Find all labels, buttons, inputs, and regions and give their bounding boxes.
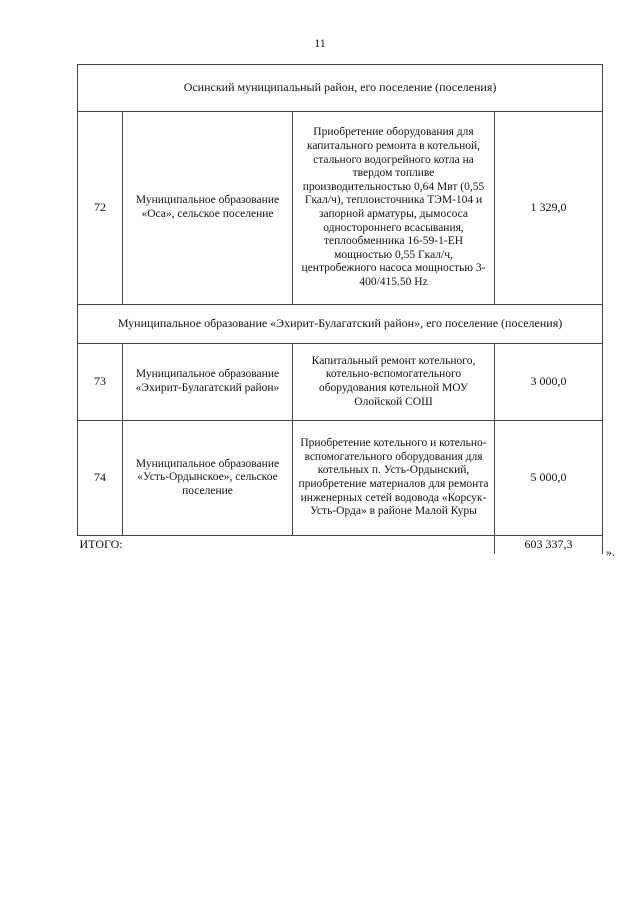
section-header-row [78,305,603,344]
total-row [78,536,603,555]
work-description: Капитальный ремонт котельного, котельно-вспомогательного оборудования котельной МОУ Олойской СОШ [293,344,495,421]
section-title: Осинский муниципальный район, его поселение (поселения) [78,65,603,112]
total-value: 603 337,3 [495,536,603,555]
work-description: Приобретение оборудования для капитального ремонта в котельной, стального водогрейного котла на твердом топливе производительностью 0,64 Мвт (0,55 Гкал/ч), теплоисточника ТЭМ-104 и запорной арматуры, дымососа одностороннего всасывания, теплообменника 16-59-1-ЕН мощностью 0,55 Гкал/ч, центробежного насоса мощностью 3-400/415.50 Hz [293,112,495,305]
amount-cell: 1 329,0 [495,112,603,305]
row-number: 73 [78,344,123,421]
amount-cell: 3 000,0 [495,344,603,421]
closing-quote-mark: ». [606,545,615,559]
appendix-table [77,64,603,554]
row-number: 72 [78,112,123,305]
section-title: Муниципальное образование «Эхирит-Булагатский район», его поселение (поселения) [78,305,603,344]
row-number: 74 [78,421,123,536]
municipality-name: Муниципальное образование «Эхирит-Булагатский район» [123,344,293,421]
table-row [78,421,603,536]
section-header-row [78,65,603,112]
table-row [78,344,603,421]
municipality-name: Муниципальное образование «Оса», сельское поселение [123,112,293,305]
municipality-name: Муниципальное образование «Усть-Ордынское», сельское поселение [123,421,293,536]
page-number: 11 [314,36,326,50]
total-label: ИТОГО: [78,536,495,555]
table-row [78,112,603,305]
amount-cell: 5 000,0 [495,421,603,536]
work-description: Приобретение котельного и котельно-вспомогательного оборудования для котельных п. Усть-Ордынский, приобретение материалов для ремонта инженерных сетей водовода «Корсук-Усть-Орда» в районе Малой Куры [293,421,495,536]
